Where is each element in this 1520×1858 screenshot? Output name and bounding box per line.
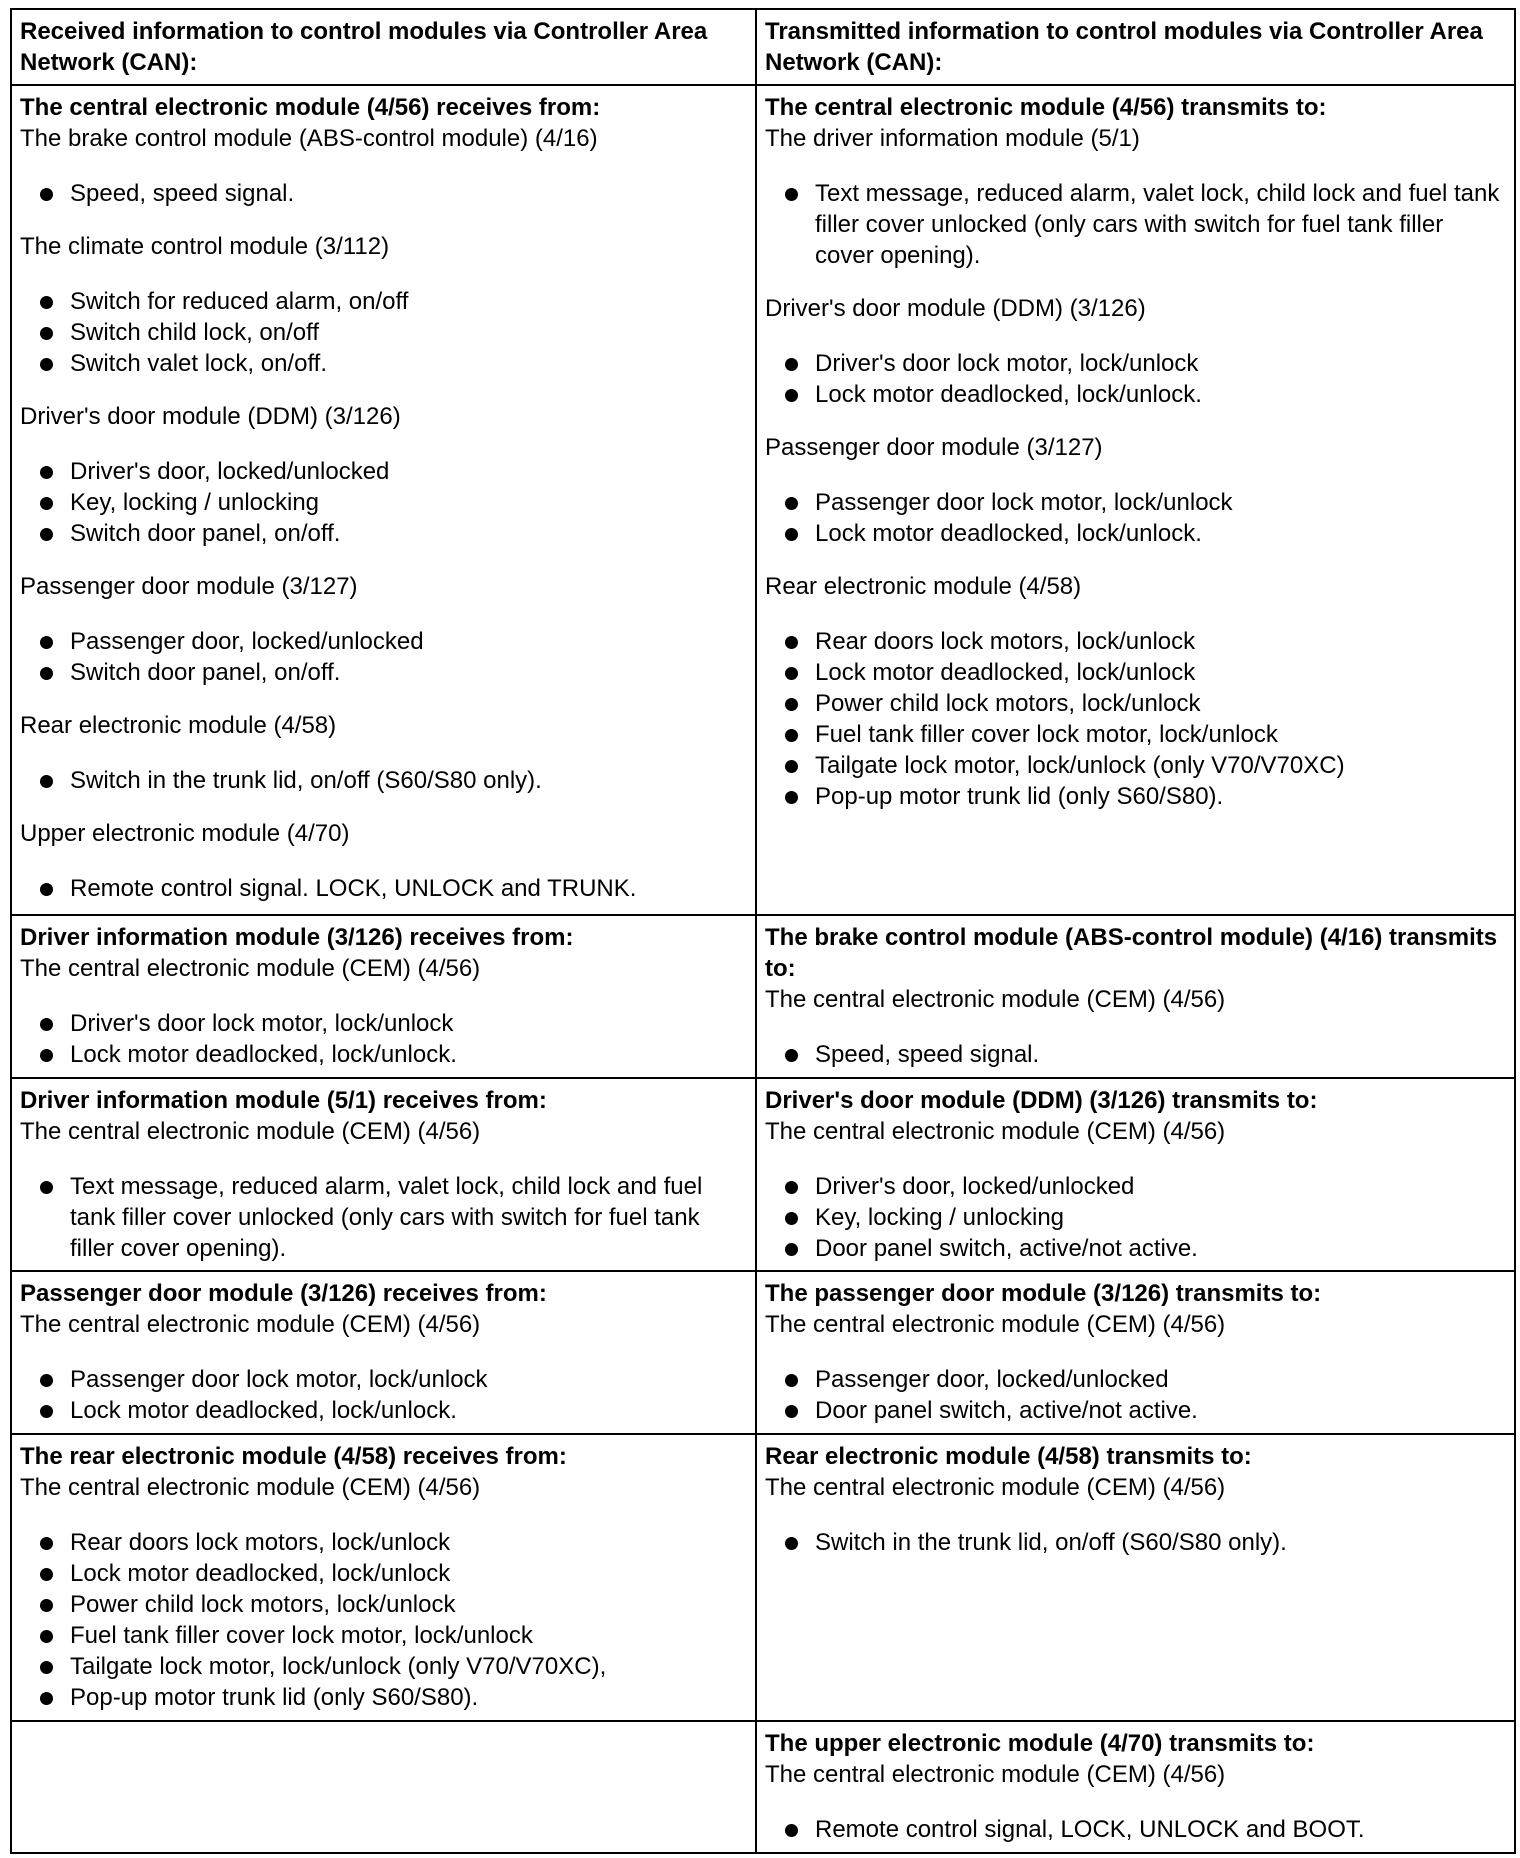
header-transmitted: Transmitted information to control modules via Controller Area Network (CAN): xyxy=(756,9,1515,85)
signal-list xyxy=(20,286,747,379)
signal-list xyxy=(765,178,1506,271)
table-row xyxy=(11,85,1515,915)
table-row xyxy=(11,915,1515,1078)
table-row xyxy=(11,1078,1515,1272)
signal-list xyxy=(20,873,747,904)
table-body xyxy=(11,9,1515,1853)
list-item: Switch door panel, on/off. xyxy=(20,657,747,688)
module-heading: The brake control module (ABS-control module) (4/16) transmits to: xyxy=(765,923,1498,982)
transmitted-cell xyxy=(756,1271,1515,1434)
list-item: Power child lock motors, lock/unlock xyxy=(20,1589,747,1620)
list-item: Lock motor deadlocked, lock/unlock. xyxy=(20,1395,747,1426)
list-item: Passenger door lock motor, lock/unlock xyxy=(20,1364,747,1395)
list-item: Rear doors lock motors, lock/unlock xyxy=(20,1527,747,1558)
source-module: Driver's door module (DDM) (3/126) xyxy=(765,295,1146,323)
source-module: The climate control module (3/112) xyxy=(20,233,390,261)
source-module: Passenger door module (3/127) xyxy=(765,434,1103,462)
source-module: The central electronic module (CEM) (4/56) xyxy=(20,954,481,982)
module-heading: Driver information module (5/1) receives from: xyxy=(20,1086,547,1114)
list-item: Driver's door lock motor, lock/unlock xyxy=(765,348,1506,379)
source-module: The driver information module (5/1) xyxy=(765,125,1140,153)
source-module: The central electronic module (CEM) (4/56) xyxy=(20,1474,481,1502)
list-item: Remote control signal. LOCK, UNLOCK and TRUNK. xyxy=(20,873,747,904)
transmitted-cell xyxy=(756,1078,1515,1272)
module-heading: The upper electronic module (4/70) transmits to: xyxy=(765,1730,1315,1758)
header-received: Received information to control modules via Controller Area Network (CAN): xyxy=(11,9,756,85)
list-item: Lock motor deadlocked, lock/unlock. xyxy=(765,518,1506,549)
signal-list xyxy=(765,348,1506,410)
module-heading: The central electronic module (4/56) receives from: xyxy=(20,94,601,122)
list-item: Lock motor deadlocked, lock/unlock. xyxy=(765,379,1506,410)
list-item: Passenger door lock motor, lock/unlock xyxy=(765,487,1506,518)
signal-list xyxy=(20,1364,747,1426)
table-row xyxy=(11,1271,1515,1434)
signal-list xyxy=(765,1364,1506,1426)
signal-list xyxy=(20,1008,747,1070)
list-item: Lock motor deadlocked, lock/unlock xyxy=(20,1558,747,1589)
header-row xyxy=(11,9,1515,85)
list-item: Text message, reduced alarm, valet lock, child lock and fuel tank filler cover unlocked (only cars with switch for fuel tank filler cover opening). xyxy=(20,1171,747,1264)
source-module: The central electronic module (CEM) (4/56) xyxy=(765,1311,1226,1339)
source-module: The central electronic module (CEM) (4/56) xyxy=(765,1761,1226,1789)
list-item: Switch in the trunk lid, on/off (S60/S80 only). xyxy=(20,765,747,796)
list-item: Remote control signal, LOCK, UNLOCK and BOOT. xyxy=(765,1814,1506,1845)
source-module: The central electronic module (CEM) (4/56) xyxy=(765,1117,1226,1145)
signal-list xyxy=(765,1039,1506,1070)
module-heading: The central electronic module (4/56) transmits to: xyxy=(765,94,1327,122)
transmitted-cell xyxy=(756,915,1515,1078)
received-cell xyxy=(11,1078,756,1272)
table-row xyxy=(11,1434,1515,1721)
list-item: Door panel switch, active/not active. xyxy=(765,1233,1506,1264)
list-item: Switch valet lock, on/off. xyxy=(20,348,747,379)
list-item: Switch child lock, on/off xyxy=(20,317,747,348)
list-item: Key, locking / unlocking xyxy=(20,487,747,518)
list-item: Door panel switch, active/not active. xyxy=(765,1395,1506,1426)
signal-list xyxy=(765,1527,1506,1558)
list-item: Switch door panel, on/off. xyxy=(20,518,747,549)
list-item: Text message, reduced alarm, valet lock, child lock and fuel tank filler cover unlocked (only cars with switch for fuel tank filler cover opening). xyxy=(765,178,1506,271)
list-item: Rear doors lock motors, lock/unlock xyxy=(765,626,1506,657)
list-item: Passenger door, locked/unlocked xyxy=(20,626,747,657)
source-module: The brake control module (ABS-control module) (4/16) xyxy=(20,125,598,153)
signal-list xyxy=(20,178,747,209)
signal-list xyxy=(20,1171,747,1264)
list-item: Passenger door, locked/unlocked xyxy=(765,1364,1506,1395)
source-module: The central electronic module (CEM) (4/56) xyxy=(765,1474,1226,1502)
list-item: Speed, speed signal. xyxy=(20,178,747,209)
list-item: Lock motor deadlocked, lock/unlock xyxy=(765,657,1506,688)
signal-list xyxy=(20,626,747,688)
received-cell xyxy=(11,1271,756,1434)
signal-list xyxy=(765,487,1506,549)
module-heading: Driver information module (3/126) receives from: xyxy=(20,923,574,951)
can-information-table xyxy=(10,8,1516,1854)
list-item: Fuel tank filler cover lock motor, lock/unlock xyxy=(765,719,1506,750)
list-item: Lock motor deadlocked, lock/unlock. xyxy=(20,1039,747,1070)
list-item: Key, locking / unlocking xyxy=(765,1202,1506,1233)
transmitted-cell xyxy=(756,1721,1515,1853)
list-item: Pop-up motor trunk lid (only S60/S80). xyxy=(20,1682,747,1713)
received-cell xyxy=(11,85,756,915)
received-cell xyxy=(11,1434,756,1721)
list-item: Driver's door lock motor, lock/unlock xyxy=(20,1008,747,1039)
list-item: Driver's door, locked/unlocked xyxy=(765,1171,1506,1202)
table-row xyxy=(11,1721,1515,1853)
source-module: The central electronic module (CEM) (4/56) xyxy=(20,1117,481,1145)
list-item: Tailgate lock motor, lock/unlock (only V70/V70XC), xyxy=(20,1651,747,1682)
signal-list xyxy=(765,626,1506,812)
source-module: Passenger door module (3/127) xyxy=(20,573,358,601)
list-item: Switch in the trunk lid, on/off (S60/S80 only). xyxy=(765,1527,1506,1558)
list-item: Switch for reduced alarm, on/off xyxy=(20,286,747,317)
signal-list xyxy=(765,1171,1506,1264)
list-item: Driver's door, locked/unlocked xyxy=(20,456,747,487)
module-heading: Passenger door module (3/126) receives from: xyxy=(20,1280,547,1308)
transmitted-cell xyxy=(756,85,1515,915)
list-item: Pop-up motor trunk lid (only S60/S80). xyxy=(765,781,1506,812)
list-item: Speed, speed signal. xyxy=(765,1039,1506,1070)
signal-list xyxy=(20,765,747,796)
signal-list xyxy=(20,456,747,549)
module-heading: Rear electronic module (4/58) transmits to: xyxy=(765,1443,1252,1471)
list-item: Tailgate lock motor, lock/unlock (only V70/V70XC) xyxy=(765,750,1506,781)
source-module: Driver's door module (DDM) (3/126) xyxy=(20,403,401,431)
list-item: Power child lock motors, lock/unlock xyxy=(765,688,1506,719)
transmitted-cell xyxy=(756,1434,1515,1721)
module-heading: The rear electronic module (4/58) receives from: xyxy=(20,1443,567,1471)
list-item: Fuel tank filler cover lock motor, lock/unlock xyxy=(20,1620,747,1651)
source-module: The central electronic module (CEM) (4/56) xyxy=(765,985,1226,1013)
source-module: Rear electronic module (4/58) xyxy=(20,712,337,740)
module-heading: Driver's door module (DDM) (3/126) transmits to: xyxy=(765,1086,1318,1114)
received-cell xyxy=(11,915,756,1078)
received-cell xyxy=(11,1721,756,1853)
module-heading: The passenger door module (3/126) transmits to: xyxy=(765,1280,1322,1308)
signal-list xyxy=(20,1527,747,1713)
source-module: The central electronic module (CEM) (4/56) xyxy=(20,1311,481,1339)
signal-list xyxy=(765,1814,1506,1845)
source-module: Rear electronic module (4/58) xyxy=(765,573,1082,601)
source-module: Upper electronic module (4/70) xyxy=(20,820,350,848)
